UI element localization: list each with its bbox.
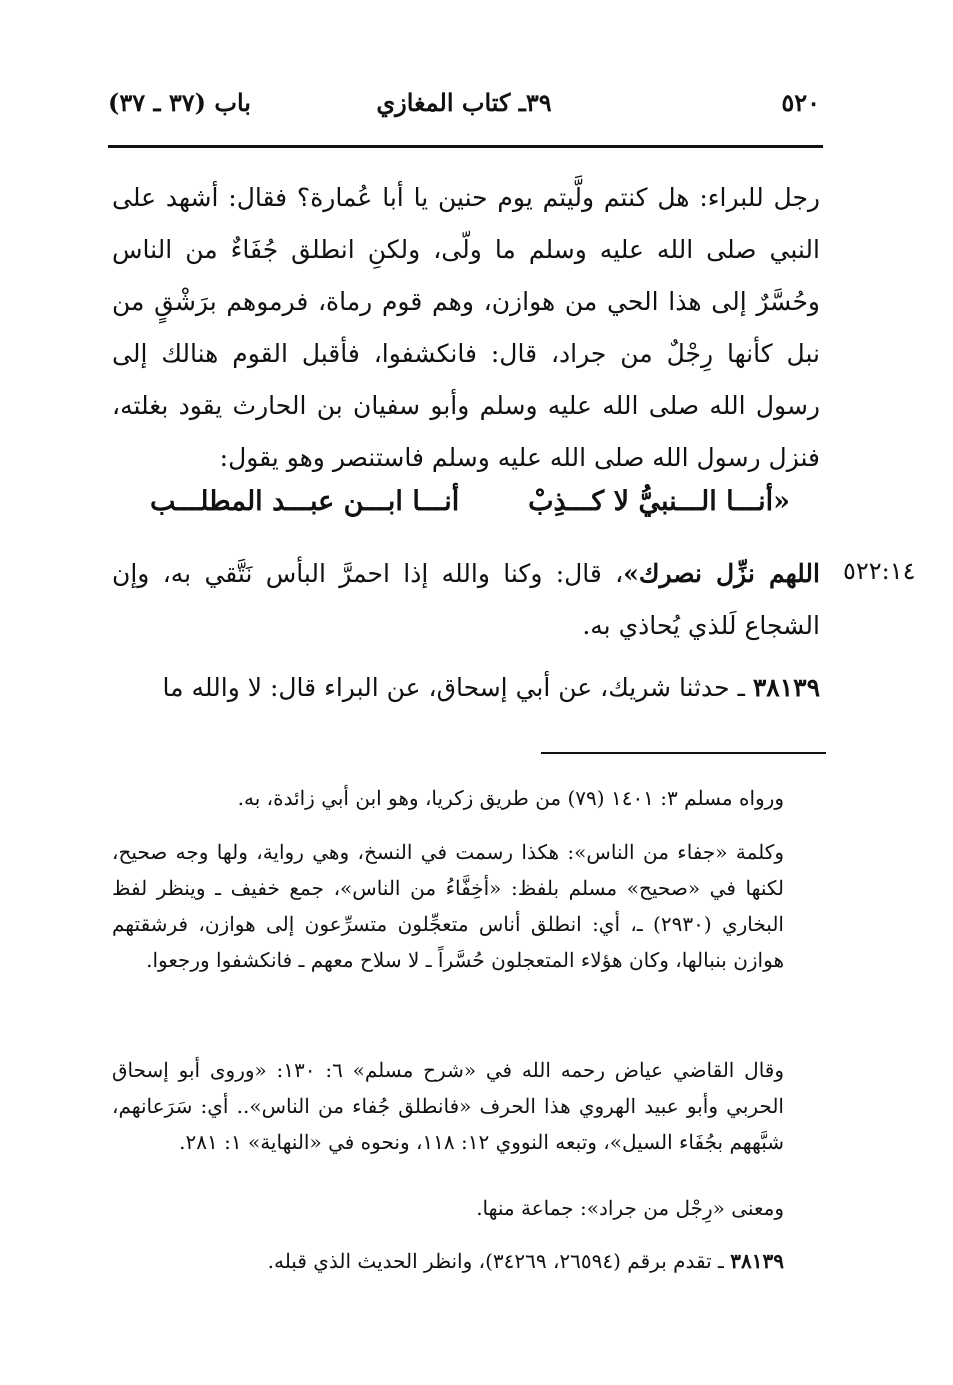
paragraph-text: رجل للبراء: هل كنتم ولَّيتم يوم حنين يا أبا عُمارة؟ فقال: أشهد على النبي صلى الله عليه وسلم ما ولّى، ولكنِ انطلق جُفَاءٌ من الناس وحُسَّرٌ إلى هذا الحي من هوازن، وهم قوم رماة، فرموهم برَشْقٍ من نبل كأنها رِجْلٌ من جراد، قال: فانكشفوا، فأقبل القوم هنالك إلى رسول الله صلى الله عليه وسلم وأبو سفيان بن الحارث يقود بغلته، فنزل رسول الله صلى الله عليه وسلم فاستنصر وهو يقول: <box>112 183 820 472</box>
chapter-label: باب (٣٧ ـ ٣٧) <box>108 88 251 117</box>
header-rule <box>108 145 823 148</box>
footnote-3 <box>112 1052 784 1160</box>
paragraph-text: ـ حدثنا شريك، عن أبي إسحاق، عن البراء قال: لا والله ما <box>162 673 753 702</box>
page-header <box>108 88 820 132</box>
footnote-text: ـ تقدم برقم (٢٦٥٩٤، ٣٤٢٦٩)، وانظر الحديث الذي قبله. <box>267 1249 731 1273</box>
book-title: ٣٩ـ كتاب المغازي <box>376 88 552 117</box>
verse-hemistich-1: «أنـــا الـــنبيُّ لا كـــذِبْ <box>528 486 790 517</box>
hadith-number: ٣٨١٣٩ <box>752 673 820 702</box>
hadith-number: ٣٨١٣٩ <box>730 1249 784 1273</box>
poetry-verse <box>150 486 790 526</box>
main-paragraph-2 <box>112 548 820 652</box>
page-number: ٥٢٠ <box>781 88 820 117</box>
prophet-saying: اللهم نزِّل نصرك» <box>623 559 820 588</box>
footnote-rule <box>541 752 826 754</box>
footnote-1 <box>112 780 784 816</box>
footnote-text: وقال القاضي عياض رحمه الله في «شرح مسلم» ٦: ١٣٠: «وروى أبو إسحاق الحربي وأبو عبيد الهروي هذا الحرف «فانطلق جُفاء من الناس».. أي: سَرَعانهم، شبَّههم بجُفَاء السيل»، وتبعه النووي ١٢: ١١٨، ونحوه في «النهاية» ١: ٢٨١. <box>112 1058 785 1154</box>
footnote-4 <box>112 1190 784 1226</box>
footnote-text: ورواه مسلم ٣: ١٤٠١ (٧٩) من طريق زكريا، وهو ابن أبي زائدة، به. <box>237 786 784 810</box>
footnote-2 <box>112 834 784 978</box>
footnote-text: ومعنى «رِجْل من جراد»: جماعة منها. <box>476 1196 784 1220</box>
main-paragraph-3 <box>112 662 820 714</box>
main-paragraph-1 <box>112 172 820 484</box>
footnote-5 <box>112 1243 784 1279</box>
verse-hemistich-2: أنـــا ابـــن عبـــد المطلـــب <box>150 486 460 517</box>
paragraph-text: ، قال: وكنا والله إذا احمرَّ البأس نَتَّقي به، وإن الشجاع لَلذي يُحاذي به. <box>112 559 820 640</box>
footnote-text: وكلمة «جفاء من الناس»: هكذا رسمت في النسخ، وهي رواية، ولها وجه صحيح، لكنها في «صحيح» مسلم بلفظ: «أخِفَّاءُ من الناس»، جمع خفيف ـ وينظر لفظ البخاري (٢٩٣٠) ـ، أي: انطلق أناس متعجِّلون متسرِّعون إلى هوازن، فرشقتهم هوازن بنبالها، وكان هؤلاء المتعجلون حُسَّراً ـ لا سلاح معهم ـ فانكشفوا ورجعوا. <box>112 840 784 972</box>
margin-reference: ٥٢٢:١٤ <box>843 557 916 585</box>
